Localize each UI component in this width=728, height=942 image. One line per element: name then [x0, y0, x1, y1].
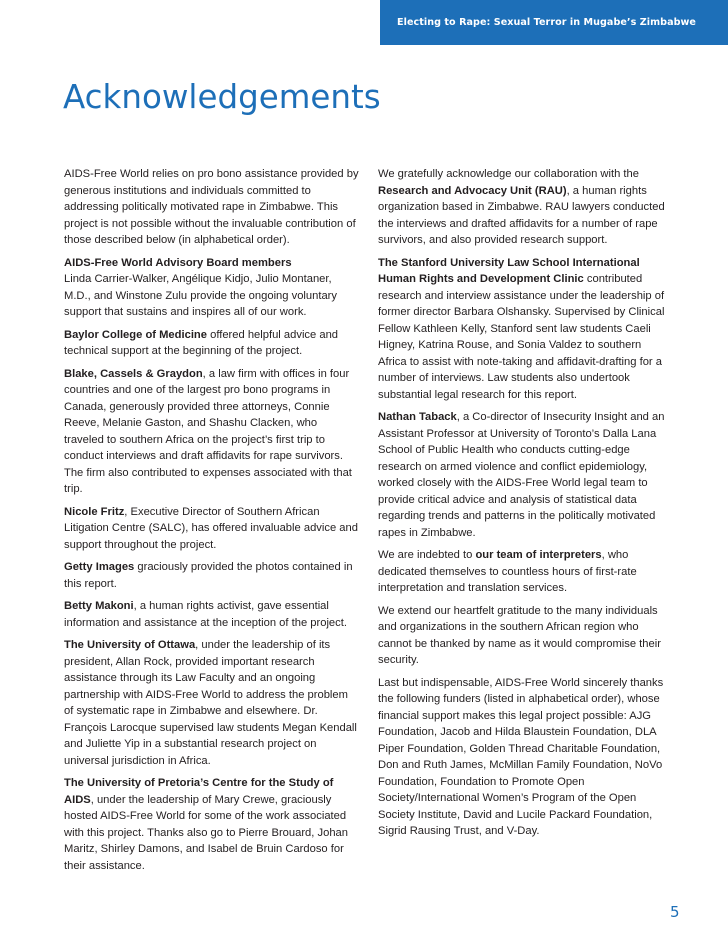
header-band: [380, 0, 728, 45]
paragraph: The University of Pretoria’s Centre for the Study of AIDS, under the leadership of Mary Crewe, graciously hosted AIDS-Free World for some of the work associated with this project. Thanks also go to Pierre Brouard, Johan Maritz, Shirley Damons, and Isabel de Bruin Cardoso for their assistance.: [64, 777, 348, 872]
paragraph: Betty Makoni, a human rights activist, gave essential information and assistance at the inception of the project.: [64, 600, 347, 629]
paragraph: Getty Images graciously provided the photos contained in this report.: [64, 561, 353, 590]
page-number: 5: [670, 903, 680, 921]
paragraph: AIDS-Free World Advisory Board members Linda Carrier-Walker, Angélique Kidjo, Julio Montaner, M.D., and Winstone Zulu provide the ongoing voluntary support that sustains and inspires all of our work.: [64, 256, 338, 318]
left-column: [64, 166, 360, 880]
running-header-title: Electing to Rape: Sexual Terror in Mugabe’s Zimbabwe: [397, 17, 696, 28]
paragraph: Nicole Fritz, Executive Director of Southern African Litigation Centre (SALC), has offered invaluable advice and support throughout the project.: [64, 505, 358, 551]
paragraph: The Stanford University Law School International Human Rights and Development Clinic contributed research and interview assistance under the leadership of former director Barbara Olshansky. Supervised by Clinical Fellow Kathleen Kelly, Stanford sent law students Caeli Higney, Katrina Rouse, and Sonia Valdez to southern Africa to assist with note-taking and affidavit-drafting for a number of interviews. Law students also undertook substantial legal research for this report.: [378, 256, 665, 401]
paragraph: We gratefully acknowledge our collaboration with the Research and Advocacy Unit (RAU), a human rights organization based in Zimbabwe. RAU lawyers conducted the interviews and drafted affidavits for a number of rape survivors, and also provided research support.: [378, 168, 665, 246]
paragraph: We are indebted to our team of interpreters, who dedicated themselves to countless hours of first-rate interpretation and translation services.: [378, 549, 637, 594]
paragraph: Nathan Taback, a Co-director of Insecurity Insight and an Assistant Professor at University of Toronto’s Dalla Lana School of Public Health who conducts cutting-edge research on armed violence and conflict epidemiology, worked closely with the AIDS-Free World legal team to provide critical advice and analysis of statistical data regarding trends and patterns in the politically motivated rapes in Zimbabwe.: [378, 411, 665, 539]
paragraph: We extend our heartfelt gratitude to the many individuals and organizations in the southern African region who cannot be thanked by name as it would compromise their security.: [378, 604, 661, 666]
paragraph: AIDS-Free World relies on pro bono assistance provided by generous institutions and individuals committed to addressing politically motivated rape in Zimbabwe. This project is not possible without the invaluable contribution of those described below (in alphabetical order).: [64, 168, 359, 246]
paragraph: Last but indispensable, AIDS-Free World sincerely thanks the following funders (listed in alphabetical order), whose financial support makes this legal project possible: AJG Foundation, Jacob and Hilda Blaustein Foundation, DLA Piper Foundation, Golden Thread Charitable Foundation, Don and Ruth James, McMillan Family Foundation, NoVo Foundation, Foundation to Promote Open Society/International Women’s Program of the Open Society Institute, David and Lucile Packard Foundation, Sigrid Rausing Trust, and V-Day.: [378, 676, 664, 837]
paragraph: Blake, Cassels & Graydon, a law firm with offices in four countries and one of the largest pro bono programs in Canada, generously provided three attorneys, Connie Reeve, Melanie Gaston, and Shashu Clacken, who traveled to southern Africa on the project’s first trip to conduct interviews and draft affidavits for rape survivors. The firm also contributed to expenses associated with that trip.: [64, 367, 352, 495]
page-title: Acknowledgements: [63, 78, 381, 116]
paragraph: Baylor College of Medicine offered helpful advice and technical support at the beginning of the project.: [64, 328, 339, 357]
paragraph: The University of Ottawa, under the leadership of its president, Allan Rock, provided important research assistance through its Law Faculty and an ongoing partnership with AIDS-Free World to address the problem of systematic rape in Zimbabwe and elsewhere. Dr. François Larocque supervised law students Megan Kendall and Juliette Yip in a substantial research project on universal jurisdiction in Africa.: [64, 639, 357, 767]
right-column: [378, 166, 666, 846]
